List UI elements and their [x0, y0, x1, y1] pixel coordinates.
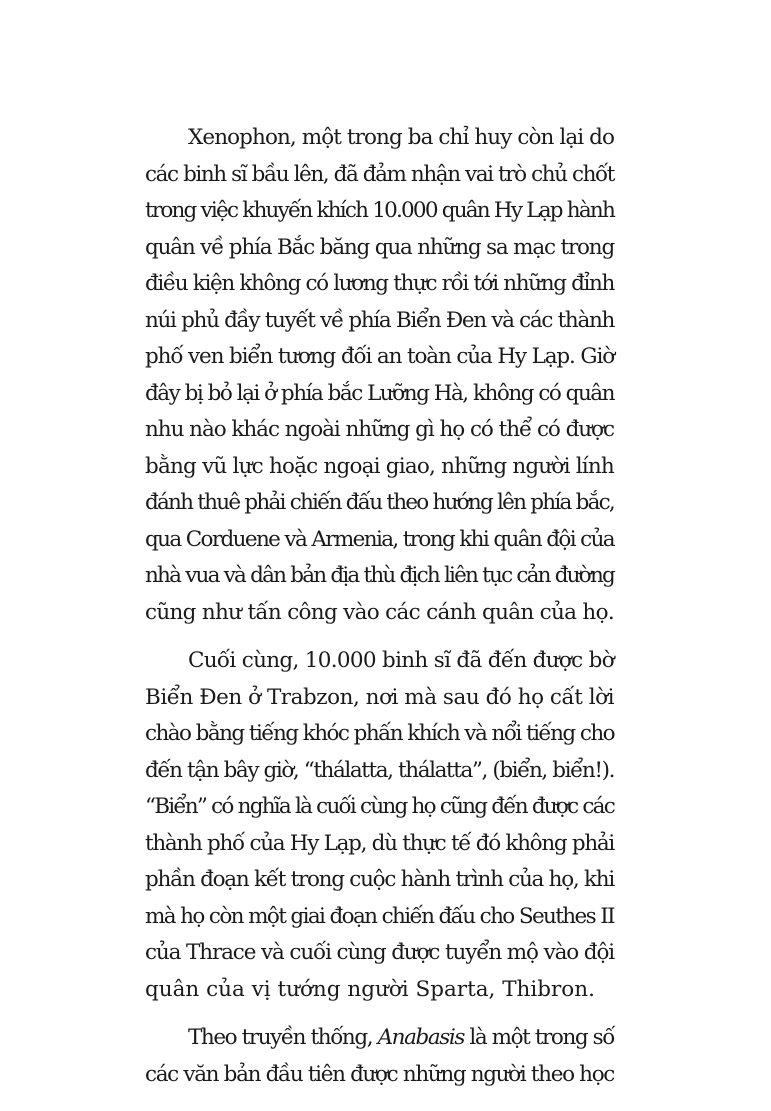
- paragraph-1: [145, 120, 614, 631]
- text-line: qua Corduene và Armenia, trong khi quân đội của: [145, 526, 614, 552]
- text-line: của Thrace và cuối cùng được tuyển mộ vào đội: [145, 940, 615, 965]
- text-line: các văn bản đầu tiên được những người theo học: [145, 1061, 614, 1087]
- text-segment: Theo truyền thống,: [188, 1025, 378, 1050]
- text-line: Biển Đen ở Trabzon, nơi mà sau đó họ cất lời: [145, 684, 615, 710]
- book-title: Anabasis: [377, 1025, 464, 1050]
- text-line: chào bằng tiếng khóc phấn khích và nổi tiếng cho: [145, 721, 614, 746]
- text-line: quân về phía Bắc băng qua những sa mạc trong: [145, 234, 615, 260]
- text-line: phần đoạn kết trong cuộc hành trình của họ, khi: [145, 867, 614, 892]
- text-line: quân của vị tướng người Sparta, Thibron.: [145, 976, 595, 1002]
- text-segment: là một trong số: [463, 1025, 614, 1050]
- text-line: nhu nào khác ngoài những gì họ có thể có được: [145, 417, 614, 442]
- body-text: [145, 120, 614, 1093]
- text-line: trong việc khuyến khích 10.000 quân Hy Lạp hành: [145, 198, 615, 223]
- text-line: nhà vua và dân bản địa thù địch liên tục cản đường: [145, 563, 614, 588]
- text-line: núi phủ đầy tuyết về phía Biển Đen và các thành: [145, 307, 614, 333]
- text-line: bằng vũ lực hoặc ngoại giao, những người lính: [145, 453, 614, 479]
- text-line: phố ven biển tương đối an toàn của Hy Lạp. Giờ: [145, 344, 614, 369]
- text-line: các binh sĩ bầu lên, đã đảm nhận vai trò chủ chốt: [145, 161, 614, 187]
- text-line: Xenophon, một trong ba chỉ huy còn lại do: [188, 125, 614, 150]
- text-line: điều kiện không có lương thực rồi tới những đỉnh: [145, 271, 615, 296]
- paragraph-2: [145, 643, 614, 1008]
- text-line: đây bị bỏ lại ở phía bắc Lưỡng Hà, không có quân: [145, 380, 614, 406]
- text-line: thành phố của Hy Lạp, dù thực tế đó không phải: [145, 830, 614, 856]
- paragraph-3: [145, 1020, 614, 1093]
- text-line: đánh thuê phải chiến đấu theo hướng lên phía bắc,: [145, 490, 614, 515]
- text-line: [145, 1020, 614, 1057]
- text-line: Cuối cùng, 10.000 binh sĩ đã đến được bờ: [188, 648, 615, 673]
- text-line: “Biển” có nghĩa là cuối cùng họ cũng đến được các: [145, 794, 614, 819]
- text-line: cũng như tấn công vào các cánh quân của họ.: [145, 599, 614, 625]
- text-line: đến tận bây giờ, “thálatta, thálatta”, (biển, biển!).: [145, 757, 615, 783]
- text-line: mà họ còn một giai đoạn chiến đấu cho Seuthes II: [145, 903, 614, 929]
